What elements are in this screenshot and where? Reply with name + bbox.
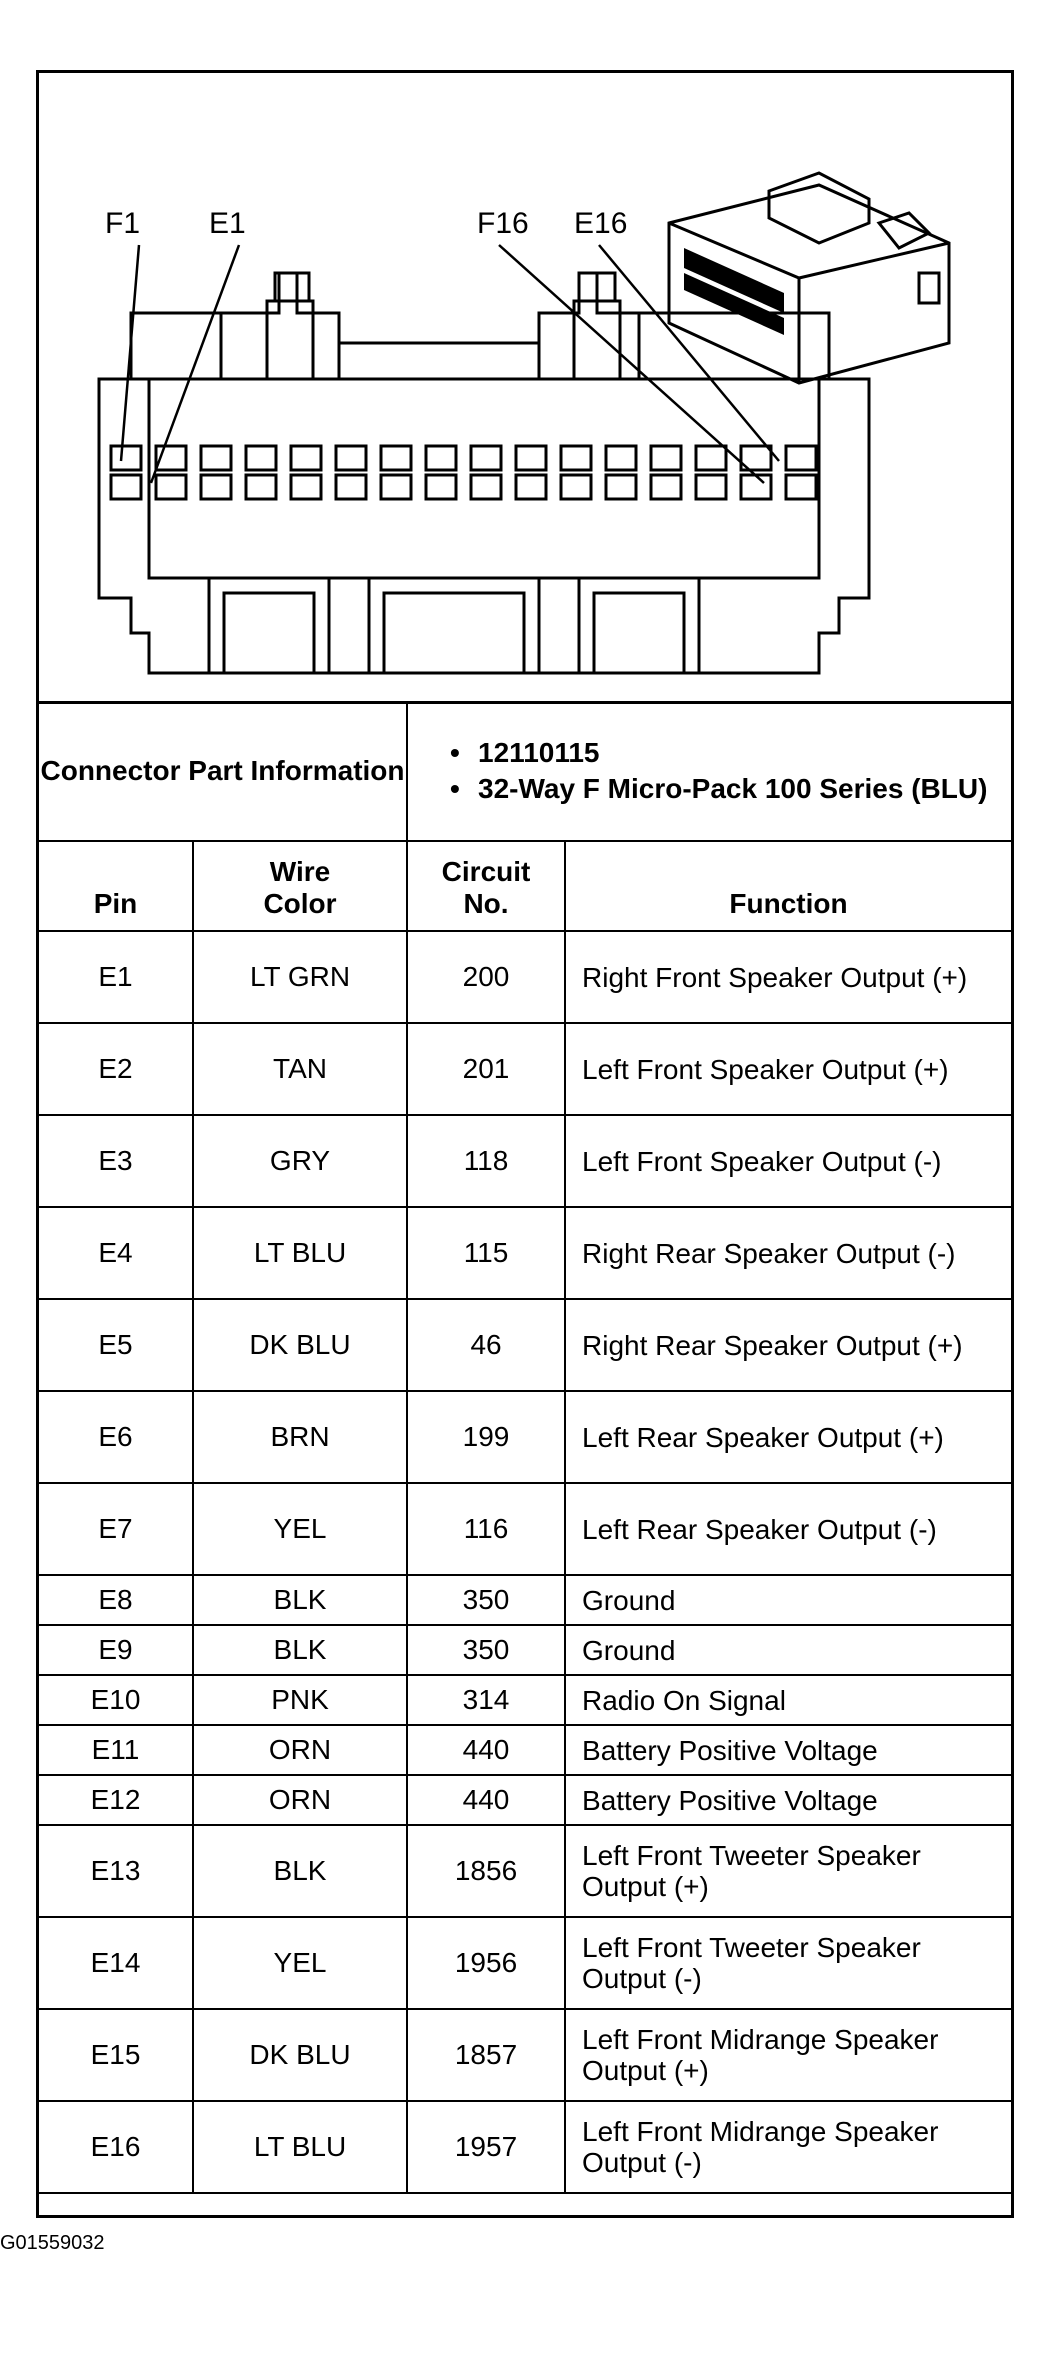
table-row xyxy=(39,1575,1011,1625)
pin-cell: E14 xyxy=(39,1917,193,2009)
pin-cell: E15 xyxy=(39,2009,193,2101)
pin-cell: E3 xyxy=(39,1115,193,1207)
wire-color-cell: ORN xyxy=(193,1775,407,1825)
f-pin-cavity-1 xyxy=(111,446,141,470)
function-cell: Left Front Speaker Output (-) xyxy=(565,1115,1011,1207)
pin-cell: E12 xyxy=(39,1775,193,1825)
pin-cell: E16 xyxy=(39,2101,193,2193)
wire-color-cell: BLK xyxy=(193,1575,407,1625)
e-pin-cavity-5 xyxy=(291,475,321,499)
circuit-cell: 350 xyxy=(407,1625,565,1675)
connector-info-values xyxy=(407,701,1011,841)
f-pin-cavity-4 xyxy=(246,446,276,470)
e-pin-cavity-13 xyxy=(651,475,681,499)
f-pin-cavity-12 xyxy=(606,446,636,470)
table-row xyxy=(39,1625,1011,1675)
circuit-cell: 440 xyxy=(407,1775,565,1825)
header-function: Function xyxy=(565,841,1011,931)
wire-color-cell: LT GRN xyxy=(193,931,407,1023)
circuit-cell: 118 xyxy=(407,1115,565,1207)
e-pin-cavity-12 xyxy=(606,475,636,499)
table-row xyxy=(39,2101,1011,2193)
function-cell: Radio On Signal xyxy=(565,1675,1011,1725)
f-pin-cavity-7 xyxy=(381,446,411,470)
pin-cell: E6 xyxy=(39,1391,193,1483)
connector-part-number: • 12110115 xyxy=(450,735,1011,771)
wire-color-cell: ORN xyxy=(193,1725,407,1775)
function-cell: Right Rear Speaker Output (+) xyxy=(565,1299,1011,1391)
function-cell: Right Front Speaker Output (+) xyxy=(565,931,1011,1023)
table-row xyxy=(39,1775,1011,1825)
function-cell: Right Rear Speaker Output (-) xyxy=(565,1207,1011,1299)
wire-color-cell: PNK xyxy=(193,1675,407,1725)
function-cell: Left Front Tweeter Speaker Output (+) xyxy=(565,1825,1011,1917)
f-pin-cavity-5 xyxy=(291,446,321,470)
wire-color-cell: LT BLU xyxy=(193,2101,407,2193)
header-pin: Pin xyxy=(39,841,193,931)
table-row xyxy=(39,1391,1011,1483)
e-pin-cavity-3 xyxy=(201,475,231,499)
table-row xyxy=(39,1675,1011,1725)
connector-info-row xyxy=(39,701,1011,841)
e-pin-cavity-7 xyxy=(381,475,411,499)
wire-color-cell: BLK xyxy=(193,1625,407,1675)
function-cell: Left Front Midrange Speaker Output (+) xyxy=(565,2009,1011,2101)
circuit-cell: 1857 xyxy=(407,2009,565,2101)
function-cell: Battery Positive Voltage xyxy=(565,1775,1011,1825)
connector-diagram xyxy=(39,73,1011,704)
circuit-cell: 440 xyxy=(407,1725,565,1775)
circuit-cell: 1956 xyxy=(407,1917,565,2009)
circuit-cell: 116 xyxy=(407,1483,565,1575)
function-cell: Left Rear Speaker Output (+) xyxy=(565,1391,1011,1483)
wire-color-cell: YEL xyxy=(193,1917,407,2009)
header-circuit-no xyxy=(407,841,565,931)
table-row xyxy=(39,1299,1011,1391)
pin-cell: E7 xyxy=(39,1483,193,1575)
f-pin-cavity-10 xyxy=(516,446,546,470)
wire-color-cell: TAN xyxy=(193,1023,407,1115)
function-cell: Left Front Midrange Speaker Output (-) xyxy=(565,2101,1011,2193)
table-row xyxy=(39,1725,1011,1775)
function-cell: Left Rear Speaker Output (-) xyxy=(565,1483,1011,1575)
circuit-cell: 46 xyxy=(407,1299,565,1391)
table-row xyxy=(39,1207,1011,1299)
f-pin-cavity-13 xyxy=(651,446,681,470)
connector-card xyxy=(36,70,1014,2218)
circuit-cell: 314 xyxy=(407,1675,565,1725)
pin-cell: E4 xyxy=(39,1207,193,1299)
pin-cell: E13 xyxy=(39,1825,193,1917)
table-row xyxy=(39,931,1011,1023)
pin-cell: E11 xyxy=(39,1725,193,1775)
f-pin-cavity-6 xyxy=(336,446,366,470)
circuit-cell: 201 xyxy=(407,1023,565,1115)
connector-drawing xyxy=(39,73,1011,701)
wire-color-cell: BLK xyxy=(193,1825,407,1917)
circuit-cell: 1957 xyxy=(407,2101,565,2193)
pin-cell: E1 xyxy=(39,931,193,1023)
e-pin-cavity-11 xyxy=(561,475,591,499)
e-pin-cavity-6 xyxy=(336,475,366,499)
pin-cell: E9 xyxy=(39,1625,193,1675)
callout-f1: F1 xyxy=(105,207,141,240)
pin-cell: E5 xyxy=(39,1299,193,1391)
e-pin-cavity-4 xyxy=(246,475,276,499)
f-pin-cavity-3 xyxy=(201,446,231,470)
wire-color-cell: DK BLU xyxy=(193,2009,407,2101)
circuit-cell: 115 xyxy=(407,1207,565,1299)
f-pin-cavity-9 xyxy=(471,446,501,470)
function-cell: Left Front Speaker Output (+) xyxy=(565,1023,1011,1115)
e-pin-cavity-16 xyxy=(786,475,816,499)
wire-color-cell: YEL xyxy=(193,1483,407,1575)
table-header xyxy=(39,841,1011,931)
header-wire-color-label: Wire Color xyxy=(263,856,337,919)
circuit-cell: 199 xyxy=(407,1391,565,1483)
callout-e1: E1 xyxy=(209,207,246,240)
pin-cell: E2 xyxy=(39,1023,193,1115)
figure-id: G01559032 xyxy=(0,2232,105,2254)
table-row xyxy=(39,1115,1011,1207)
circuit-cell: 1856 xyxy=(407,1825,565,1917)
pin-cell: E8 xyxy=(39,1575,193,1625)
table-row xyxy=(39,1023,1011,1115)
table-row xyxy=(39,1825,1011,1917)
connector-type: • 32-Way F Micro-Pack 100 Series (BLU) xyxy=(450,771,1011,807)
f-pin-cavity-11 xyxy=(561,446,591,470)
e-pin-cavity-15 xyxy=(741,475,771,499)
e-pin-cavity-9 xyxy=(471,475,501,499)
pin-cell: E10 xyxy=(39,1675,193,1725)
callout-e16: E16 xyxy=(574,207,628,240)
callout-f16: F16 xyxy=(477,207,529,240)
wire-color-cell: GRY xyxy=(193,1115,407,1207)
e-pin-cavity-2 xyxy=(156,475,186,499)
e-pin-cavity-8 xyxy=(426,475,456,499)
wire-color-cell: BRN xyxy=(193,1391,407,1483)
header-circuit-no-label: Circuit No. xyxy=(441,856,531,919)
wire-color-cell: DK BLU xyxy=(193,1299,407,1391)
circuit-cell: 350 xyxy=(407,1575,565,1625)
f-pin-cavity-14 xyxy=(696,446,726,470)
e-pin-cavity-1 xyxy=(111,475,141,499)
table-row xyxy=(39,1917,1011,2009)
f-pin-cavity-16 xyxy=(786,446,816,470)
connector-info-label: Connector Part Information xyxy=(39,701,407,841)
wire-color-cell: LT BLU xyxy=(193,1207,407,1299)
function-cell: Ground xyxy=(565,1575,1011,1625)
function-cell: Ground xyxy=(565,1625,1011,1675)
e-pin-cavity-14 xyxy=(696,475,726,499)
header-wire-color xyxy=(193,841,407,931)
pinout-table xyxy=(39,701,1011,2194)
circuit-cell: 200 xyxy=(407,931,565,1023)
f-pin-cavity-8 xyxy=(426,446,456,470)
function-cell: Battery Positive Voltage xyxy=(565,1725,1011,1775)
function-cell: Left Front Tweeter Speaker Output (-) xyxy=(565,1917,1011,2009)
table-row xyxy=(39,2009,1011,2101)
table-row xyxy=(39,1483,1011,1575)
e-pin-cavity-10 xyxy=(516,475,546,499)
